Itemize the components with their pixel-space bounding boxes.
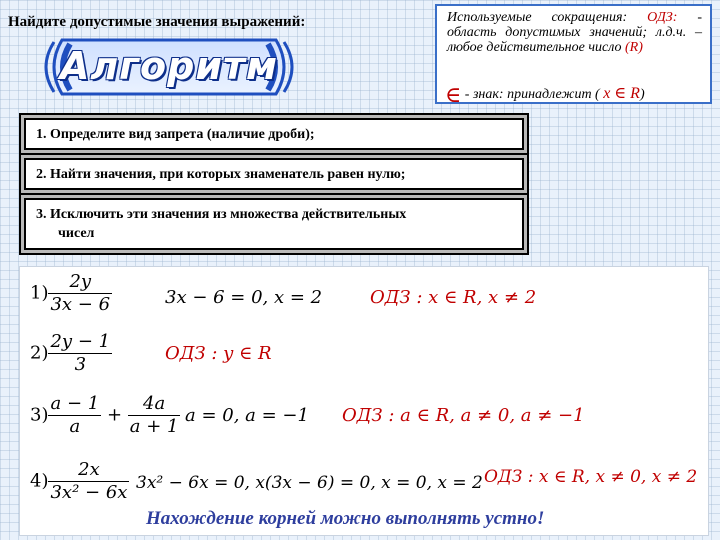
abbreviations-box bbox=[435, 4, 712, 107]
step-3-text-line2: чисел bbox=[58, 226, 95, 241]
page-title: Найдите допустимые значения выражений: bbox=[8, 14, 306, 30]
abbr-elem-desc: - знак: принадлежит ( bbox=[461, 87, 604, 102]
example-4-odz: ОДЗ : x ∈ R, x ≠ 0, x ≠ 2 bbox=[484, 467, 698, 487]
example-3-numerator-a: a − 1 bbox=[50, 393, 100, 414]
example-3-numerator-b: 4a bbox=[143, 393, 166, 414]
example-4-numerator: 2x bbox=[78, 459, 100, 480]
step-2-text: 2. Найти значения, при которых знаменатель равен нулю; bbox=[36, 167, 406, 182]
example-2-numerator: 2y − 1 bbox=[50, 331, 111, 352]
footer-note: Нахождение корней можно выполнять устно! bbox=[146, 508, 545, 529]
example-1-odz: ОДЗ : x ∈ R, x ≠ 2 bbox=[370, 287, 537, 308]
abbr-close-paren: ) bbox=[639, 87, 645, 102]
abbr-odz-term: ОДЗ: bbox=[647, 10, 678, 25]
example-3-denominator-a: a bbox=[48, 415, 101, 438]
example-2-denominator: 3 bbox=[48, 353, 112, 376]
example-3-denominator-b: a + 1 bbox=[129, 416, 179, 437]
algorithm-banner bbox=[40, 36, 298, 98]
abbr-ldch-def: – любое действительное число bbox=[447, 25, 703, 55]
example-1-denominator: 3x − 6 bbox=[50, 294, 111, 315]
example-2-fraction bbox=[48, 331, 112, 376]
step-3-text-line1: 3. Исключить эти значения из множества действительных bbox=[36, 207, 407, 222]
example-3-plus: + bbox=[106, 404, 123, 426]
example-2-odz: ОДЗ : y ∈ R bbox=[165, 343, 272, 364]
example-2-number: 2) bbox=[30, 342, 49, 364]
step-1 bbox=[24, 118, 524, 150]
example-1-numerator: 2y bbox=[69, 271, 92, 292]
example-3-fraction-a bbox=[48, 393, 101, 438]
example-1-fraction bbox=[48, 271, 112, 316]
abbreviations-text bbox=[447, 10, 702, 55]
example-4-fraction bbox=[48, 459, 129, 504]
example-2 bbox=[30, 331, 112, 376]
example-4-work: 3x² − 6x = 0, x(3x − 6) = 0, x = 0, x = 2 bbox=[136, 473, 483, 493]
example-4-denominator: 3x² − 6x bbox=[50, 482, 128, 503]
example-1-number: 1) bbox=[30, 282, 49, 304]
example-4-number: 4) bbox=[30, 470, 49, 492]
example-3-odz: ОДЗ : a ∈ R, a ≠ 0, a ≠ −1 bbox=[342, 405, 585, 426]
abbr-elem-example: x ∈ R bbox=[603, 85, 640, 102]
step-3 bbox=[24, 198, 524, 250]
example-4 bbox=[30, 459, 129, 504]
element-of-icon: ∈ bbox=[445, 82, 462, 107]
step-1-text: 1. Определите вид запрета (наличие дроби); bbox=[36, 127, 315, 142]
step-2 bbox=[24, 158, 524, 190]
example-1 bbox=[30, 271, 112, 316]
abbr-element-line bbox=[445, 82, 645, 107]
example-1-work: 3x − 6 = 0, x = 2 bbox=[165, 287, 323, 308]
example-3 bbox=[30, 393, 180, 438]
example-3-work: a = 0, a = −1 bbox=[185, 405, 309, 426]
abbr-ldch-term: л.д.ч. bbox=[655, 25, 687, 40]
abbr-heading: Используемые сокращения: bbox=[447, 10, 628, 25]
abbr-odz-def: - область допустимых значений; bbox=[447, 10, 703, 40]
example-3-fraction-b bbox=[128, 393, 181, 438]
example-3-number: 3) bbox=[30, 404, 49, 426]
abbr-r-term: (R) bbox=[625, 40, 643, 55]
examples-panel bbox=[19, 266, 709, 536]
algorithm-label: Алгоритм bbox=[59, 44, 279, 88]
